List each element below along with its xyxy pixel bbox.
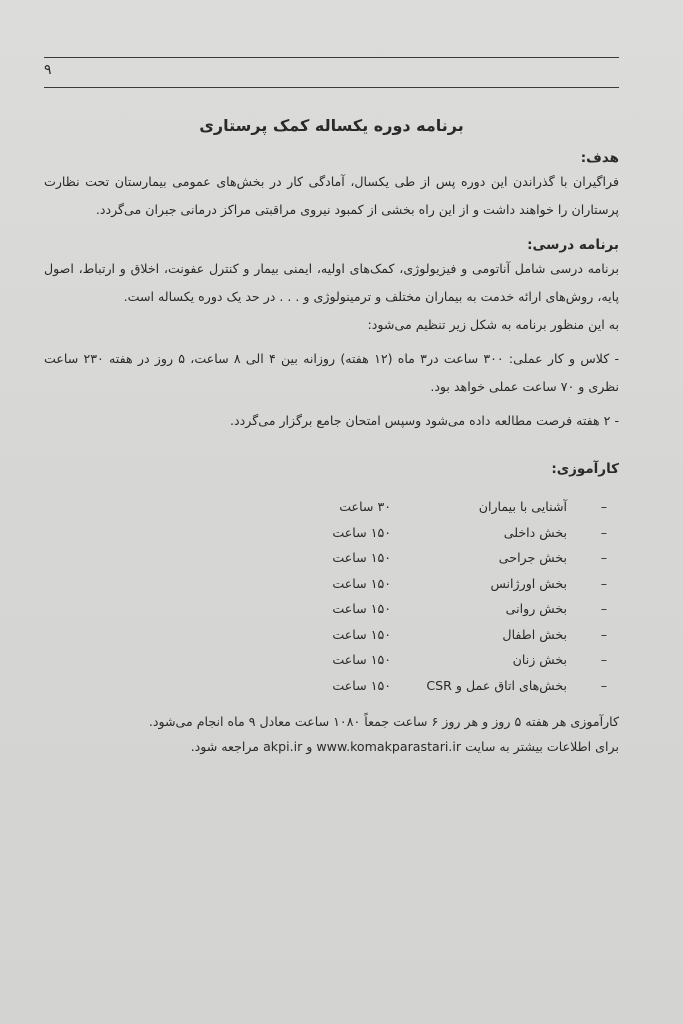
curriculum-text: برنامه درسی شامل آناتومی و فیزیولوژی، کمک‌های اولیه، ایمنی بیمار و کنترل عفونت، اخلاق و ارتباط، اصول پایه، روش‌های ارائه خدمت به بیماران مختلف و ترمینولوژی و . . . در حد یک دوره یکساله است.	[44, 261, 619, 304]
more-info-text: برای اطلاعات بیشتر به سایت www.komakparastari.ir و akpi.ir مراجعه شود.	[190, 739, 619, 754]
page-title: برنامه دوره یکساله کمک پرستاری	[199, 116, 464, 135]
internship-row	[44, 676, 619, 702]
ward-hours: ۱۵۰ ساعت	[332, 550, 391, 565]
ward-hours: ۱۵۰ ساعت	[332, 626, 391, 642]
internship-summary: کارآموزی هر هفته ۵ روز و هر روز ۶ ساعت جمعاً ۱۰۸۰ ساعت معادل ۹ ماه انجام می‌شود.	[148, 714, 619, 729]
curriculum-section	[44, 237, 619, 435]
header-rule-top	[44, 57, 619, 58]
internship-row	[44, 650, 619, 676]
ward-name: بخش داخلی	[503, 524, 567, 540]
list-dash: –	[600, 677, 607, 693]
ward-name: بخش اطفال	[502, 626, 567, 642]
curriculum-item-exam: - ۲ هفته فرصت مطالعه داده می‌شود وسپس امتحان جامع برگزار می‌گردد.	[230, 413, 619, 428]
internship-row	[44, 548, 619, 574]
internship-heading-wrap	[44, 461, 619, 477]
list-dash: –	[600, 601, 607, 616]
curriculum-intro: به این منظور برنامه به شکل زیر تنظیم می‌شود:	[367, 317, 619, 332]
ward-hours: ۳۰ ساعت	[339, 499, 391, 514]
ward-hours: ۱۵۰ ساعت	[332, 575, 391, 591]
ward-name: بخش‌های اتاق عمل و CSR	[426, 677, 567, 693]
ward-hours: ۱۵۰ ساعت	[332, 677, 391, 693]
ward-hours: ۱۵۰ ساعت	[332, 524, 391, 540]
internship-row	[44, 497, 619, 523]
list-dash: –	[600, 652, 607, 667]
page-number: ۹	[44, 62, 52, 78]
header-rule-bottom	[44, 87, 619, 88]
curriculum-item-classes: - کلاس و کار عملی: ۳۰۰ ساعت در۳ ماه (۱۲ هفته) روزانه بین ۴ الی ۸ ساعت، ۵ روز در هفته ۲۳۰ ساعت نظری و ۷۰ ساعت عملی خواهد بود.	[44, 351, 620, 394]
goal-heading: هدف:	[580, 150, 619, 166]
list-dash: –	[600, 524, 607, 540]
ward-hours: ۱۵۰ ساعت	[332, 601, 391, 616]
goal-section	[44, 150, 619, 224]
internship-list	[44, 497, 619, 701]
list-dash: –	[600, 575, 607, 591]
ward-name: بخش جراحی	[498, 550, 567, 565]
list-dash: –	[600, 499, 607, 514]
list-dash: –	[600, 550, 607, 565]
ward-hours: ۱۵۰ ساعت	[332, 652, 391, 667]
internship-row	[44, 574, 619, 600]
ward-name: بخش زنان	[512, 652, 567, 667]
ward-name: بخش روانی	[505, 601, 567, 616]
internship-row	[44, 625, 619, 651]
internship-heading: کارآموزی:	[551, 461, 619, 477]
internship-footer	[44, 709, 619, 759]
curriculum-heading: برنامه درسی:	[527, 237, 619, 253]
goal-text: فراگیران با گذراندن این دوره پس از طی یکسال، آمادگی کار در بخش‌های عمومی بیمارستان تحت نظارت پرستاران را خواهند داشت و از این راه بخشی از کمبود نیروی مراقبتی مراکز درمانی جبران می‌گردد.	[44, 174, 619, 217]
list-dash: –	[600, 626, 607, 642]
internship-row	[44, 599, 619, 625]
ward-name: آشنایی با بیماران	[478, 499, 567, 514]
ward-name: بخش اورژانس	[490, 575, 567, 591]
internship-row	[44, 523, 619, 549]
